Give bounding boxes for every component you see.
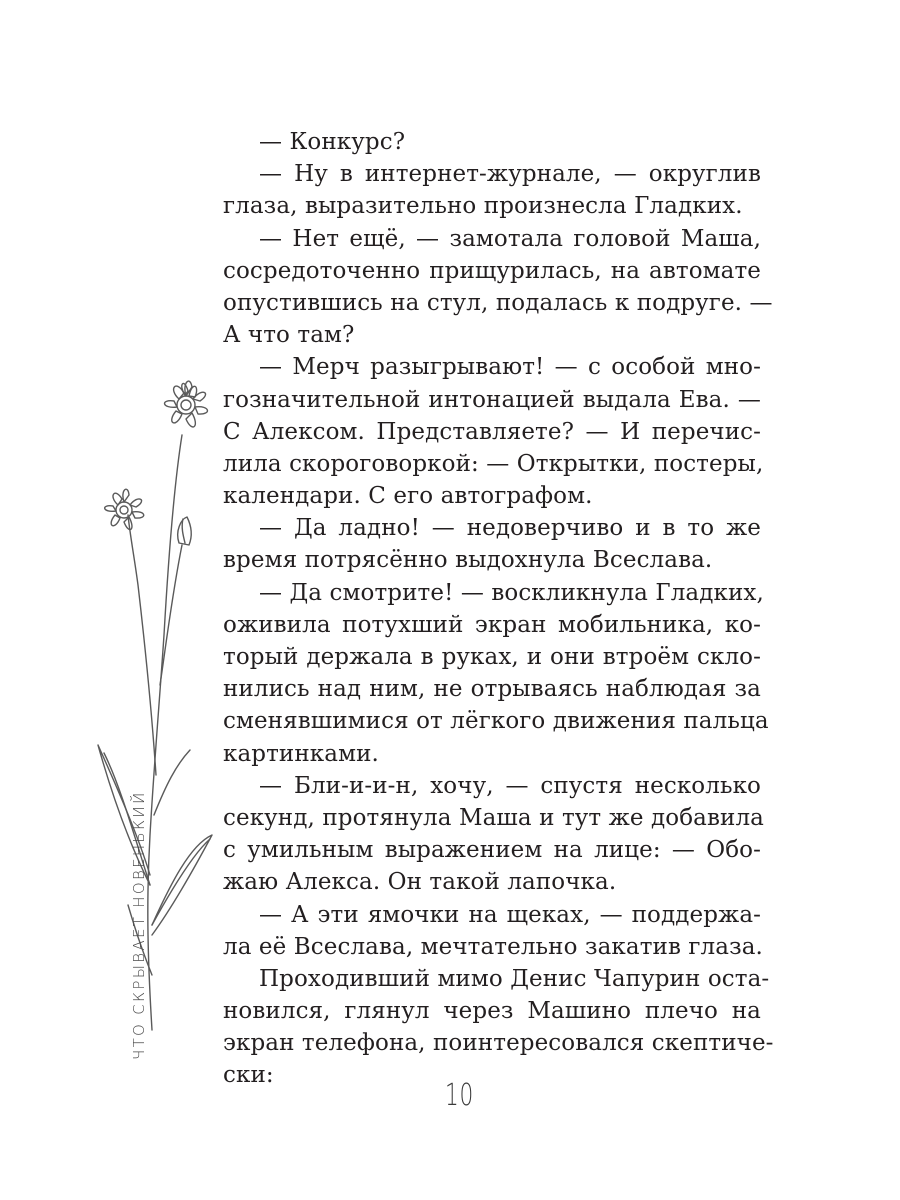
- text-line: оживила потухший экран мобильника, ко-: [223, 611, 761, 638]
- text-line: ла её Всеслава, мечтательно закатив глаза.: [223, 933, 763, 960]
- text-line: — Бли-и-и-н, хочу, — спустя несколько: [259, 772, 761, 799]
- text-line: — Да смотрите! — воскликнула Гладких,: [259, 579, 764, 606]
- text-line: новился, глянул через Машино плечо на: [223, 998, 761, 1025]
- text-line: сменявшимися от лёгкого движения пальца: [223, 708, 769, 735]
- flower-illustration-icon: [90, 365, 230, 1055]
- text-line: гозначительной интонацией выдала Ева. —: [223, 386, 761, 413]
- text-line: — Мерч разыгрывают! — с особой мно-: [259, 354, 761, 381]
- text-line: — Конкурс?: [259, 129, 406, 155]
- page-number: 10: [445, 1078, 474, 1113]
- body-text: [223, 126, 774, 1092]
- text-line: опустившись на стул, подалась к подруге. —: [223, 289, 773, 316]
- text-line: время потрясённо выдохнула Всеслава.: [223, 547, 713, 574]
- text-line: календари. С его автографом.: [223, 483, 593, 510]
- text-line: с умильным выражением на лице: — Обо-: [223, 837, 761, 864]
- text-line: жаю Алекса. Он такой лапочка.: [223, 869, 617, 896]
- text-line: ски:: [223, 1062, 274, 1089]
- text-line: — А эти ямочки на щеках, — поддержа-: [259, 901, 761, 928]
- text-line: — Нет ещё, — замотала головой Маша,: [259, 225, 761, 252]
- text-line: экран телефона, поинтересовался скептиче-: [223, 1030, 774, 1057]
- text-line: секунд, протянула Маша и тут же добавила: [223, 804, 764, 831]
- text-line: — Да ладно! — недоверчиво и в то же: [259, 515, 761, 542]
- text-line: глаза, выразительно произнесла Гладких.: [223, 193, 743, 220]
- text-line: картинками.: [223, 740, 379, 767]
- running-title: ЧТО СКРЫВАЕТ НОВЕНЬКИЙ: [130, 790, 148, 1060]
- text-line: А что там?: [223, 322, 355, 349]
- text-line: — Ну в интернет-журнале, — округлив: [259, 161, 761, 188]
- text-line: торый держала в руках, и они втроём скло-: [223, 644, 761, 670]
- text-line: Проходивший мимо Денис Чапурин оста-: [259, 965, 770, 992]
- text-line: С Алексом. Представляете? — И перечис-: [223, 418, 761, 445]
- text-line: нились над ним, не отрываясь наблюдая за: [223, 676, 761, 703]
- text-line: лила скороговоркой: — Открытки, постеры,: [223, 450, 764, 477]
- text-line: сосредоточенно прищурилась, на автомате: [223, 257, 761, 284]
